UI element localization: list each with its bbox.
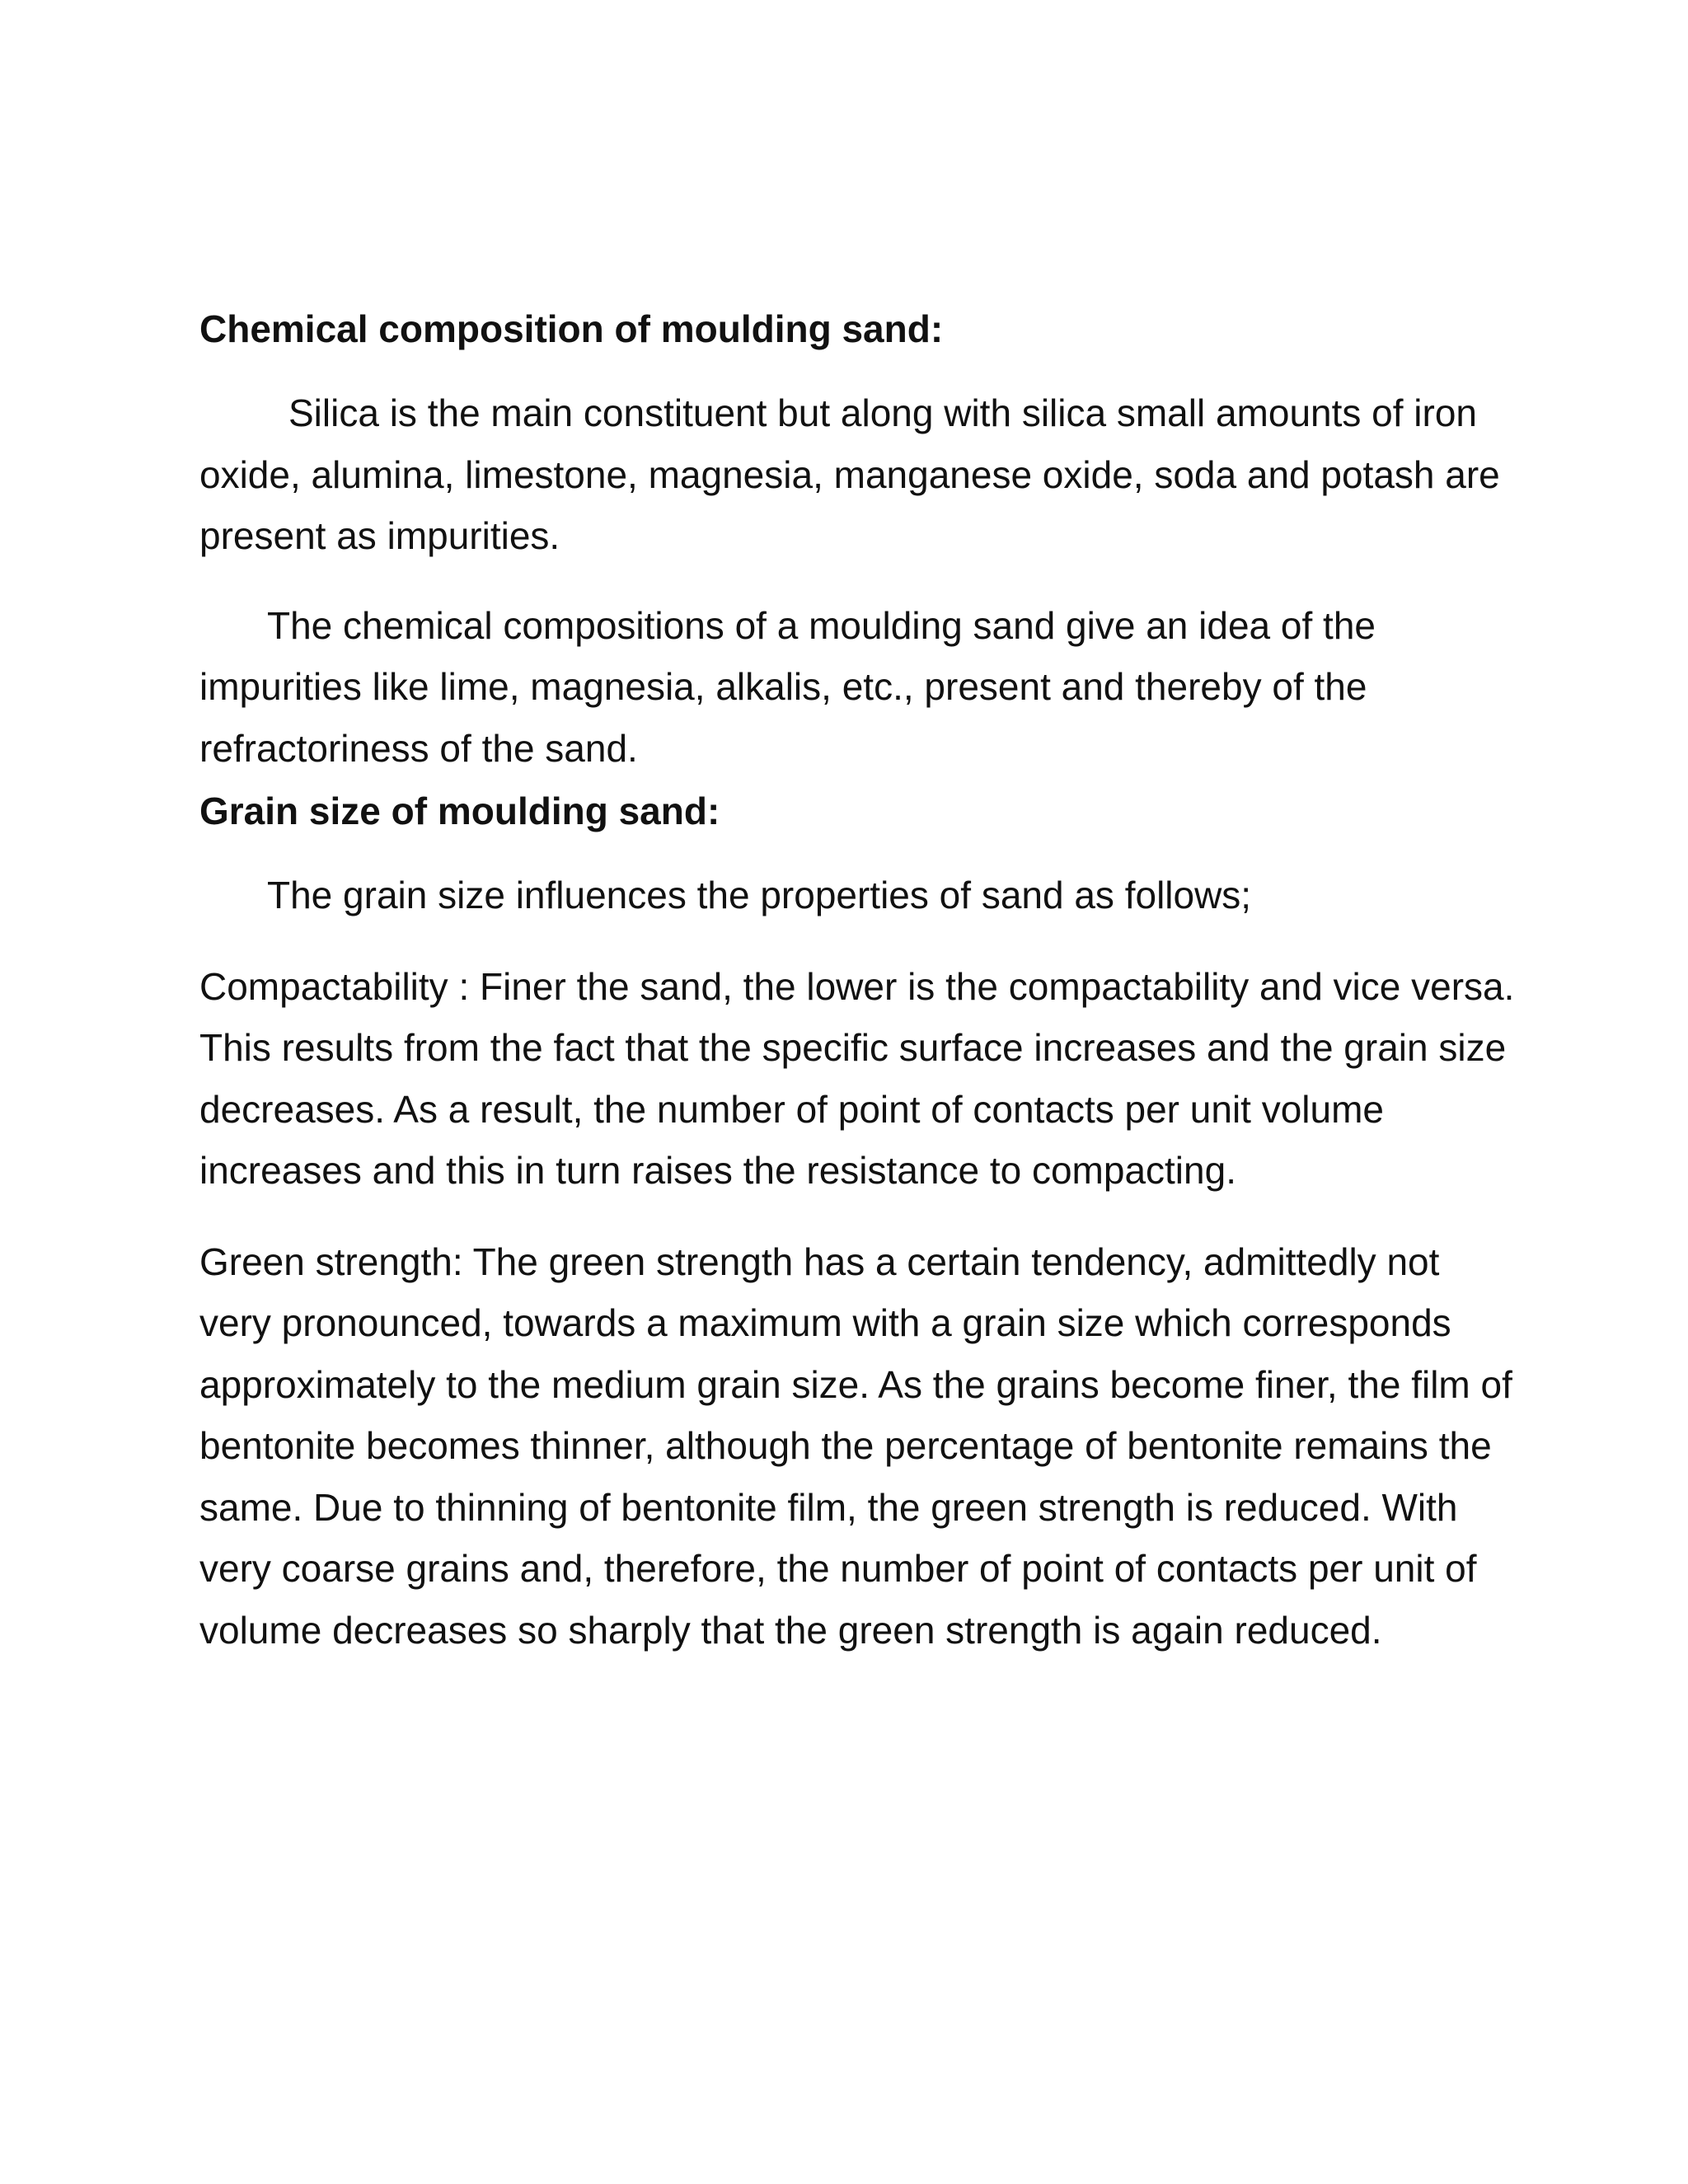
paragraph-silica-constituent: Silica is the main constituent but along with silica small amounts of iron oxide, alumina, limestone, magnesia, manganese oxide, soda and potash are present as impurities.	[199, 391, 1500, 557]
paragraph-chemical-compositions: The chemical compositions of a moulding sand give an idea of the impurities like lime, magnesia, alkalis, etc., present and thereby of the refractoriness of the sand.	[199, 603, 1376, 770]
paragraph-grain-size-intro: The grain size influences the properties of sand as follows;	[267, 874, 1252, 916]
document-body	[199, 303, 1518, 1661]
section-heading-chemical-composition: Chemical composition of moulding sand:	[199, 307, 944, 350]
section-heading-grain-size: Grain size of moulding sand:	[199, 790, 720, 832]
paragraph-green-strength: Green strength: The green strength has a certain tendency, admittedly not very pronounced, towards a maximum with a grain size which corresponds approximately to the medium grain size. As the grains become finer, the film of bentonite becomes thinner, although the percentage of bentonite remains the same. Due to thinning of bentonite film, the green strength is reduced. With very coarse grains and, therefore, the number of point of contacts per unit of volume decreases so sharply that the green strength is again reduced.	[199, 1240, 1512, 1652]
paragraph-compactability: Compactability : Finer the sand, the lower is the compactability and vice versa. This results from the fact that the specific surface increases and the grain size decreases. As a result, the number of point of contacts per unit volume increases and this in turn raises the resistance to compacting.	[199, 964, 1515, 1192]
